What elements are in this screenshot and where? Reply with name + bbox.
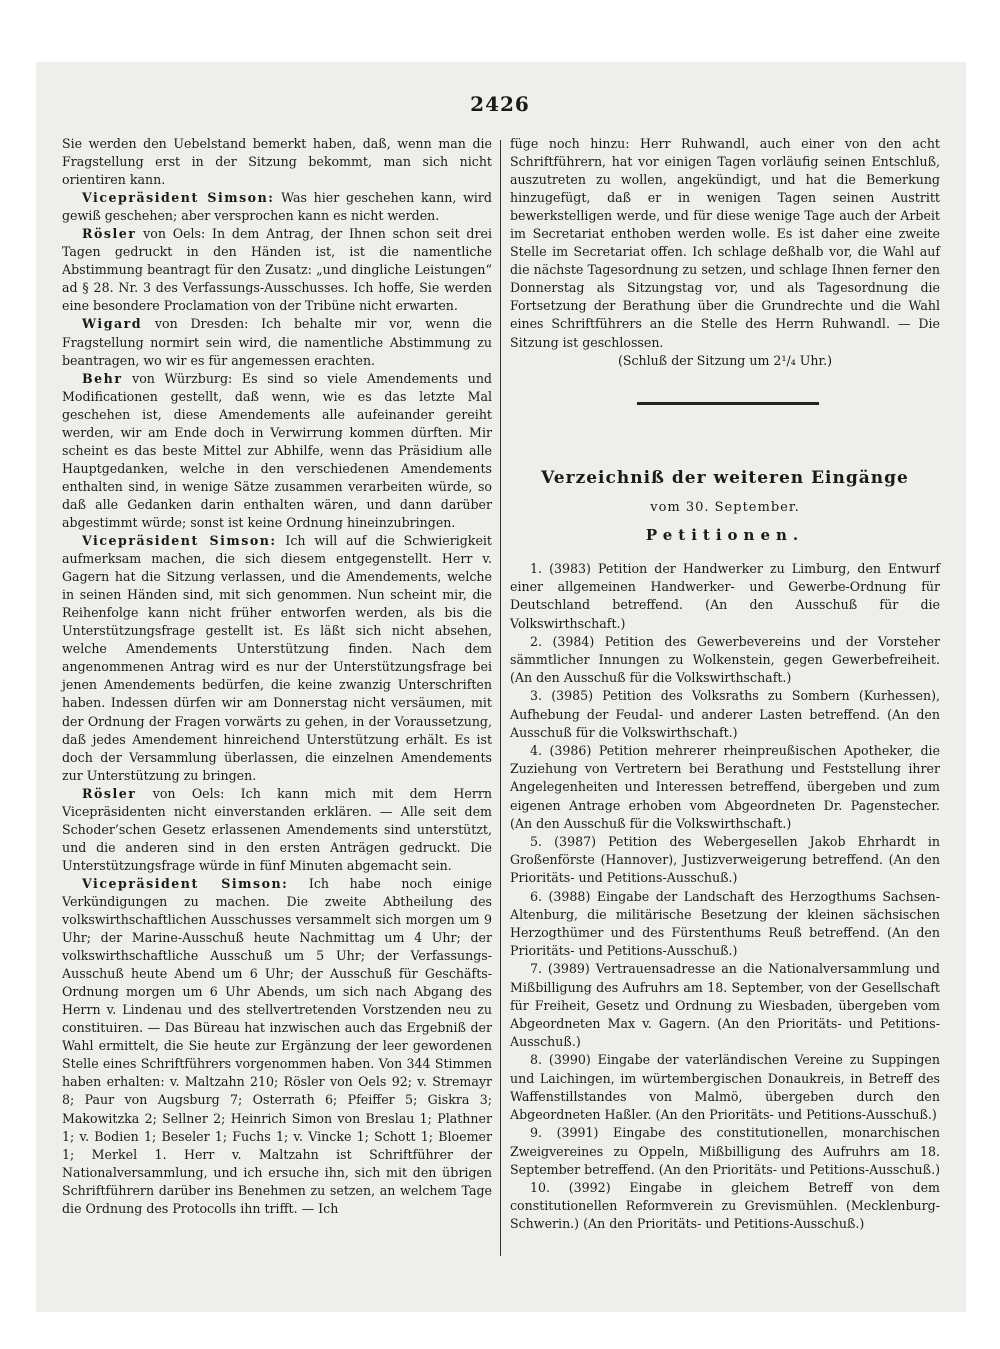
petition-item: 2. (3984) Petition des Gewerbevereins und der Vorsteher sämmtlicher Innungen zu Wolkenstein, gegen Gewerbefreiheit. (An den Ausschuß für die Volkswirthschaft.) <box>510 633 940 686</box>
petition-item: 7. (3989) Vertrauensadresse an die Nationalversammlung und Mißbilligung des Aufruhrs am 18. September, von der Gesellschaft für Freiheit, Gesetz und Ordnung zu Wiesbaden, übergeben vom Abgeordneten Max v. Gagern. (An den Prioritäts- und Petitions-Ausschuß.) <box>510 961 940 1050</box>
paragraph <box>62 135 492 189</box>
section-separator <box>637 402 819 405</box>
petition-item: 10. (3992) Eingabe in gleichem Betreff von dem constitutionellen Reformverein zu Grevismühlen. (Mecklenburg-Schwerin.) (An den Prioritäts- und Petitions-Ausschuß.) <box>510 1179 940 1232</box>
column-divider <box>500 140 501 1256</box>
speaker-name: Vicepräsident Simson: <box>82 190 275 206</box>
section-heading: Verzeichniß der weiteren Eingänge <box>541 468 909 488</box>
petition-item: 1. (3983) Petition der Handwerker zu Limburg, den Entwurf einer allgemeinen Handwerker- und Gewerbe-Ordnung für Deutschland betreffend. (An den Ausschuß für die Volkswirthschaft.) <box>510 561 940 631</box>
paragraph-text: von Oels: In dem Antrag, der Ihnen schon seit drei Tagen gedruckt in den Händen ist, ist die namentliche Abstimmung beantragt für den Zusatz: „und dingliche Leistungen“ ad § 28. Nr. 3 des Verfassungs-Ausschusses. Ich hoffe, Sie werden eine besondere Proclamation von der Tribüne nicht erwarten. <box>62 226 492 314</box>
petition-item: 3. (3985) Petition des Volksraths zu Sombern (Kurhessen), Aufhebung der Feudal- und anderer Lasten betreffend. (An den Ausschuß für die Volkswirthschaft.) <box>510 688 940 740</box>
section-date: vom 30. September. <box>650 500 800 515</box>
speaker-name: Rösler <box>82 785 137 801</box>
paragraph-text: von Oels: Ich kann mich mit dem Herrn Vicepräsidenten nicht einverstanden erklären. — Alle seit dem Schoder’schen Gesetz erlassenen Amendements sind unterstützt, und die anderen sind in den ersten Anträgen gedruckt. Die Unterstützungsfrage würde in fünf Minuten abgemacht sein. <box>62 785 492 873</box>
paragraph-text: Sie werden den Uebelstand bemerkt haben, daß, wenn man die Fragstellung erst in der Sitzung bekommt, man sich nicht orientiren kann. <box>62 136 492 188</box>
paragraph <box>62 785 492 875</box>
petition-item: 6. (3988) Eingabe der Landschaft des Herzogthums Sachsen-Altenburg, die militärische Besetzung der kleinen sächsischen Herzogthümer und des Fürstenthums Reuß betreffend. (An den Prioritäts- und Petitions-Ausschuß.) <box>510 888 940 959</box>
page-number: 2426 <box>470 92 530 116</box>
petitions-list <box>510 560 940 1234</box>
left-column <box>62 135 492 1218</box>
paragraph-text: von Würzburg: Es sind so viele Amendements und Modificationen gestellt, daß wenn, wie es das letzte Mal geschehen ist, diese Amendements alle aufeinander gereiht werden, wir am Ende doch in Verwirrung kommen dürften. Mir scheint es das beste Mittel zur Abhilfe, wenn das Präsidium alle Hauptgedanken, welche in den verschiedenen Amendements enthalten sind, in wenige Sätze zusammen verarbeiten würde, so daß alle Gedanken darin enthalten wären, und dann darüber abgestimmt würde; sonst ist keine Ordnung hineinzubringen. <box>62 370 492 530</box>
speaker-name: Behr <box>82 370 123 386</box>
paragraph <box>62 189 492 225</box>
paragraph <box>62 315 492 369</box>
paragraph <box>62 370 492 532</box>
speaker-name: Vicepräsident Simson: <box>82 533 277 549</box>
speaker-name: Wigard <box>82 316 143 332</box>
petition-item: 8. (3990) Eingabe der vaterländischen Vereine zu Suppingen und Laichingen, im würtembergischen Donaukreis, in Betreff des Waffenstillstandes von Malmö, übergeben durch den Abgeordneten Haßler. (An den Prioritäts- und Petitions-Ausschuß.) <box>510 1052 940 1123</box>
paragraph <box>62 875 492 1218</box>
paragraph-text: Ich will auf die Schwierigkeit aufmerksam machen, die sich diesem entgegenstellt. Herr v. Gagern hat die Sitzung verlassen, und die Amendements, welche in seinen Händen sind, mit sich genommen. Nun scheint mir, die Reihenfolge kann nicht früher entworfen werden, als bis die Unterstützungsfrage gestellt ist. Es läßt sich nicht absehen, welche Amendements Unterstützung finden. Nach dem angenommenen Antrag wird es nur der Unterstützungsfrage bei jenen Amendements bedürfen, die keine zwanzig Unterschriften haben. Indessen dürfen wir am Donnerstag nicht versäumen, mit der Ordnung der Fragen vorwärts zu gehen, in der Voraussetzung, daß jedes Amendement hinreichend Unterstützung erhält. Es ist doch der Versammlung überlassen, die einzelnen Amendements zur Unterstützung zu bringen. <box>62 533 492 783</box>
petitions-heading: Petitionen. <box>645 526 805 544</box>
paragraph: füge noch hinzu: Herr Ruhwandl, auch einer von den acht Schriftführern, hat vor einigen Tagen vorläufig seinen Entschluß, auszutreten zu wollen, angekündigt, und hat die Bemerkung hinzugefügt, daß er in wenigen Tagen seinen Austritt bewerkstelligen werde, und für diese wenige Tage auch der Arbeit im Secretariat enthoben werden wolle. Es ist daher eine zweite Stelle im Secretariat offen. Ich schlage deßhalb vor, die Wahl auf die nächste Tagesordnung zu setzen, und schlage Ihnen ferner den Donnerstag als Sitzungstag vor, und als Tagesordnung die Fortsetzung der Berathung über die Grundrechte und die Wahl eines Schriftführers an die Stelle des Herrn Ruhwandl. — Die Sitzung ist geschlossen. <box>510 136 940 350</box>
paragraph <box>62 532 492 785</box>
paragraph-text: Ich habe noch einige Verkündigungen zu machen. Die zweite Abtheilung des volkswirthschaftlichen Ausschusses versammelt sich morgen um 9 Uhr; der Marine-Ausschuß heute Nachmittag um 4 Uhr; der volkswirthschaftliche Ausschuß um 5 Uhr; der Verfassungs-Ausschuß heute Abend um 6 Uhr; der Ausschuß für Geschäfts-Ordnung morgen um 6 Uhr Abends, um sich nach Abgang des Herrn v. Lindenau und des stellvertretenden Vorstzenden neu zu constituiren. — Das Büreau hat inzwischen auch das Ergebniß der Wahl ermittelt, die Sie heute zur Ergänzung der leer gewordenen Stelle eines Schriftführers vorgenommen haben. Von 344 Stimmen haben erhalten: v. Maltzahn 210; Rösler von Oels 92; v. Stremayr 8; Paur von Augsburg 7; Osterrath 6; Pfeiffer 5; Giskra 3; Makowitzka 2; Sellner 2; Heinrich Simon von Breslau 1; Plathner 1; v. Bodien 1; Beseler 1; Fuchs 1; v. Vincke 1; Schott 1; Bloemer 1; Merkel 1. Herr v. Maltzahn ist Schriftführer der Nationalversammlung, und ich ersuche ihn, sich mit den übrigen Schriftführern darüber ins Benehmen zu setzen, an welchem Tage die Ordnung des Protocolls ihn trifft. — Ich <box>62 875 492 1216</box>
petition-item: 5. (3987) Petition des Webergesellen Jakob Ehrhardt in Großenförste (Hannover), Justizverweigerung betreffend. (An den Prioritäts- und Petitions-Ausschuß.) <box>510 834 940 886</box>
petition-item: 9. (3991) Eingabe des constitutionellen, monarchischen Zweigvereines zu Oppeln, Mißbilligung des Aufruhrs am 18. September betreffend. (An den Prioritäts- und Petitions-Ausschuß.) <box>510 1125 940 1177</box>
session-closing: (Schluß der Sitzung um 2¹/₄ Uhr.) <box>617 352 833 368</box>
paragraph <box>62 225 492 315</box>
right-column <box>510 135 940 370</box>
petition-item: 4. (3986) Petition mehrerer rheinpreußischen Apotheker, die Zuziehung von Vertretern bei Berathung und Feststellung ihrer Angelegenheiten und Interessen betreffend, übergeben und zum eigenen Antrage erhoben vom Abgeordneten Dr. Pagenstecher. (An den Ausschuß für die Volkswirthschaft.) <box>510 743 940 831</box>
paragraph-text: von Dresden: Ich behalte mir vor, wenn die Fragstellung normirt sein wird, die namentliche Abstimmung zu beantragen, wo wir es für angemessen erachten. <box>62 316 492 368</box>
speaker-name: Rösler <box>82 226 137 242</box>
speaker-name: Vicepräsident Simson: <box>82 875 289 891</box>
paragraph-text: Was hier geschehen kann, wird gewiß geschehen; aber versprochen kann es nicht werden. <box>62 190 492 224</box>
